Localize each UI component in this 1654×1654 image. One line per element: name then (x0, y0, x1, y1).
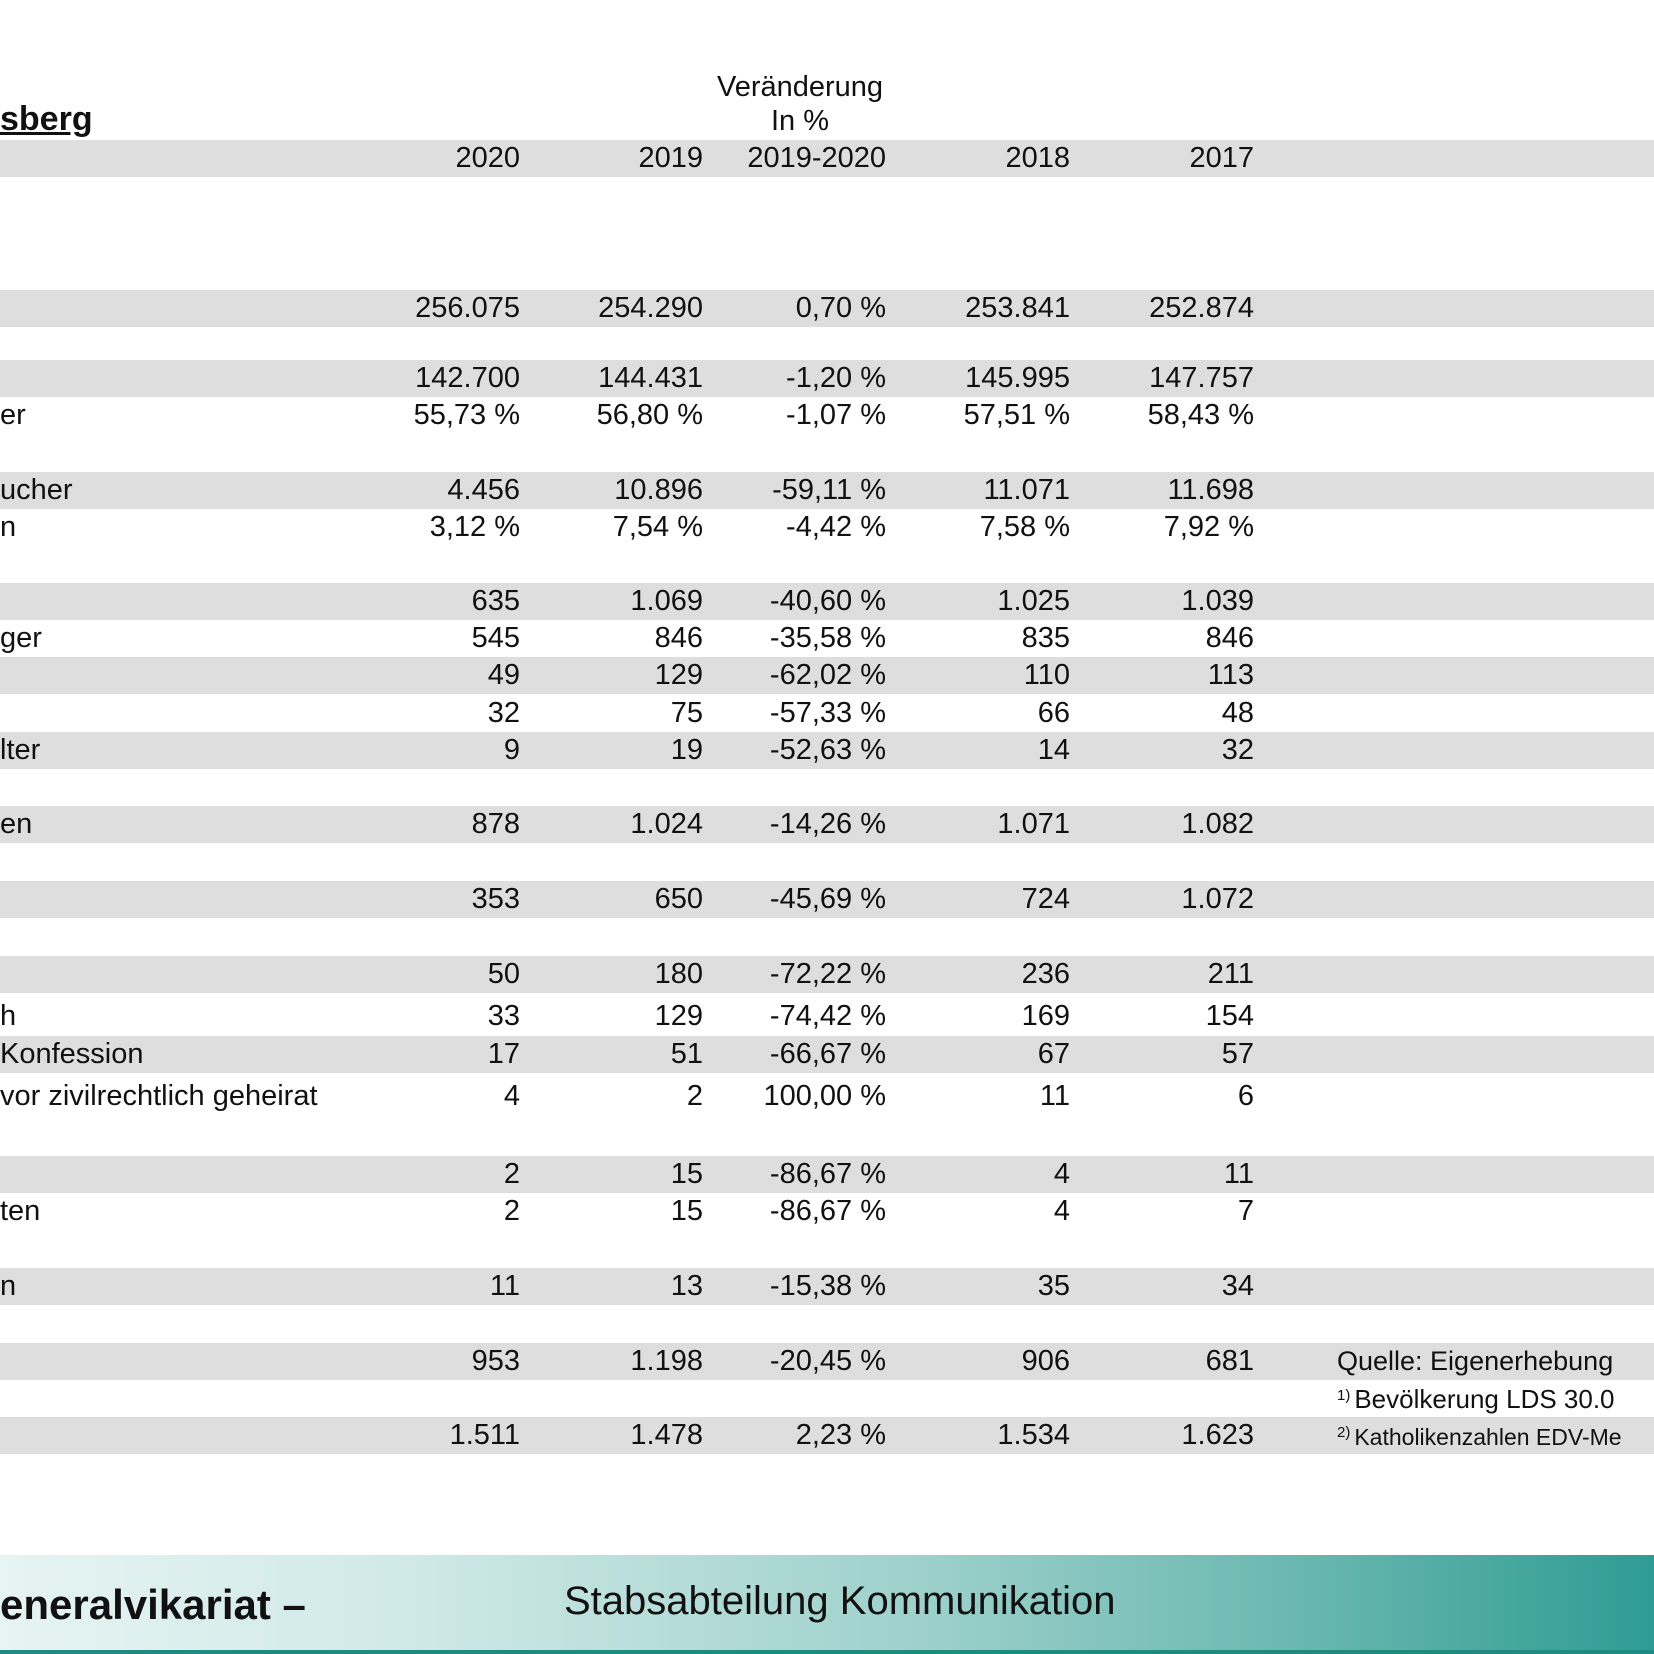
value-change: -62,02 % (769, 659, 886, 691)
footnote-1-text: Bevölkerung LDS 30.0 (1354, 1384, 1615, 1414)
table-row (0, 881, 1654, 918)
row-label: en (0, 808, 33, 840)
value-2017: 1.072 (1181, 883, 1254, 915)
column-header-2020: 2020 (455, 142, 520, 174)
value-2020: 545 (471, 622, 520, 654)
value-2017: 34 (1221, 1270, 1254, 1302)
row-label: h (0, 1000, 17, 1032)
value-2018: 14 (1037, 734, 1070, 766)
value-2019: 7,54 % (612, 511, 703, 543)
footnote-1-mark: 1) (1337, 1387, 1351, 1404)
value-2020: 55,73 % (413, 399, 520, 431)
value-2020: 32 (487, 697, 520, 729)
value-2018: 236 (1021, 958, 1070, 990)
row-label: lter (0, 734, 41, 766)
value-change: -86,67 % (769, 1195, 886, 1227)
value-change: -86,67 % (769, 1158, 886, 1190)
value-change: -74,42 % (769, 1000, 886, 1032)
value-2020: 953 (471, 1345, 520, 1377)
value-2017: 32 (1221, 734, 1254, 766)
value-2020: 353 (471, 883, 520, 915)
value-2019: 75 (670, 697, 703, 729)
footnote-2 (1337, 1424, 1622, 1451)
value-2018: 11.071 (983, 474, 1070, 506)
table-row (0, 806, 1654, 843)
value-change: -14,26 % (769, 808, 886, 840)
value-2019: 254.290 (598, 292, 703, 324)
row-label: vor zivilrechtlich geheirat (0, 1080, 318, 1112)
value-2020: 1.511 (449, 1419, 520, 1451)
value-2018: 906 (1021, 1345, 1070, 1377)
table-row (0, 695, 1654, 732)
value-change: -45,69 % (769, 883, 886, 915)
value-2018: 4 (1053, 1195, 1070, 1227)
value-2019: 144.431 (598, 362, 703, 394)
table-row (0, 1193, 1654, 1230)
value-2019: 15 (670, 1158, 703, 1190)
column-header-change: 2019-2020 (747, 142, 886, 174)
value-2020: 49 (487, 659, 520, 691)
value-2017: 113 (1207, 659, 1254, 691)
value-2020: 142.700 (415, 362, 520, 394)
value-2017: 846 (1205, 622, 1254, 654)
value-2019: 1.198 (630, 1345, 703, 1377)
value-2019: 15 (670, 1195, 703, 1227)
table-row (0, 998, 1654, 1035)
footer-banner (0, 1555, 1654, 1654)
value-2017: 11 (1223, 1158, 1254, 1190)
row-label: n (0, 1270, 17, 1302)
table-header-row (0, 140, 1654, 177)
value-2019: 10.896 (614, 474, 703, 506)
value-2018: 35 (1037, 1270, 1070, 1302)
table-row (0, 472, 1654, 509)
value-2017: 7 (1237, 1195, 1254, 1227)
value-2018: 724 (1021, 883, 1070, 915)
table-row (0, 956, 1654, 993)
value-2020: 33 (487, 1000, 520, 1032)
value-2019: 1.024 (630, 808, 703, 840)
value-2017: 154 (1205, 1000, 1254, 1032)
value-change: -1,20 % (786, 362, 886, 394)
value-change: 2,23 % (795, 1419, 886, 1451)
value-2019: 1.478 (630, 1419, 703, 1451)
value-change: -66,67 % (769, 1038, 886, 1070)
row-label: ten (0, 1195, 41, 1227)
value-2018: 4 (1053, 1158, 1070, 1190)
value-2017: 7,92 % (1163, 511, 1254, 543)
column-header-2018: 2018 (1005, 142, 1070, 174)
column-header-2019: 2019 (638, 142, 703, 174)
value-2020: 2 (503, 1158, 520, 1190)
value-2018: 253.841 (965, 292, 1070, 324)
table-row (0, 360, 1654, 397)
value-2019: 13 (670, 1270, 703, 1302)
value-change: -59,11 % (772, 474, 886, 506)
value-2020: 4.456 (447, 474, 520, 506)
table-row (0, 657, 1654, 694)
value-2019: 650 (654, 883, 703, 915)
value-2017: 1.623 (1181, 1419, 1254, 1451)
footer-organization: eneralvikariat – (0, 1581, 306, 1628)
value-2018: 835 (1021, 622, 1070, 654)
value-2019: 846 (654, 622, 703, 654)
footnote-2-mark: 2) (1337, 1424, 1351, 1441)
value-2018: 67 (1037, 1038, 1070, 1070)
value-2018: 1.025 (997, 585, 1070, 617)
row-label: Konfession (0, 1038, 144, 1070)
footnote-2-text: Katholikenzahlen EDV-Me (1354, 1424, 1622, 1450)
value-change: 0,70 % (795, 292, 886, 324)
row-label: ucher (0, 474, 73, 506)
table-row (0, 620, 1654, 657)
value-2017: 147.757 (1149, 362, 1254, 394)
value-2020: 11 (489, 1270, 520, 1302)
source-note: Quelle: Eigenerhebung (1337, 1346, 1614, 1376)
value-change: -4,42 % (786, 511, 886, 543)
value-2017: 252.874 (1149, 292, 1254, 324)
value-2017: 1.082 (1181, 808, 1254, 840)
table-row (0, 1268, 1654, 1305)
value-2020: 635 (471, 585, 520, 617)
value-2019: 56,80 % (596, 399, 703, 431)
change-caption-line1: Veränderung (716, 71, 884, 103)
table-row (0, 290, 1654, 327)
table-row (0, 1078, 1654, 1115)
value-2017: 6 (1237, 1080, 1254, 1112)
table-row (0, 1036, 1654, 1073)
value-2017: 11.698 (1167, 474, 1254, 506)
value-2017: 48 (1221, 697, 1254, 729)
value-2020: 878 (471, 808, 520, 840)
table-row (0, 732, 1654, 769)
value-2020: 256.075 (415, 292, 520, 324)
value-change: -20,45 % (769, 1345, 886, 1377)
value-change: -1,07 % (786, 399, 886, 431)
row-label: ger (0, 622, 42, 654)
value-2017: 681 (1205, 1345, 1254, 1377)
change-caption-line2: In % (770, 105, 830, 137)
value-2018: 145.995 (965, 362, 1070, 394)
table-row (0, 397, 1654, 434)
value-2017: 58,43 % (1147, 399, 1254, 431)
value-2019: 1.069 (630, 585, 703, 617)
column-header-2017: 2017 (1189, 142, 1254, 174)
page-title: sberg (0, 100, 93, 138)
table-row (0, 583, 1654, 620)
value-2020: 9 (503, 734, 520, 766)
value-2017: 57 (1221, 1038, 1254, 1070)
value-2018: 169 (1021, 1000, 1070, 1032)
value-change: -57,33 % (769, 697, 886, 729)
value-2019: 129 (654, 659, 703, 691)
value-change: -40,60 % (769, 585, 886, 617)
value-2018: 110 (1023, 659, 1070, 691)
value-change: 100,00 % (763, 1080, 886, 1112)
value-2019: 19 (670, 734, 703, 766)
value-2019: 129 (654, 1000, 703, 1032)
table-row (0, 1156, 1654, 1193)
footnote-1 (1337, 1384, 1615, 1415)
value-2020: 4 (503, 1080, 520, 1112)
footer-department: Stabsabteilung Kommunikation (564, 1579, 1116, 1623)
value-change: -35,58 % (769, 622, 886, 654)
value-2019: 180 (654, 958, 703, 990)
value-2020: 2 (503, 1195, 520, 1227)
value-2019: 51 (670, 1038, 703, 1070)
value-2020: 17 (487, 1038, 520, 1070)
value-2017: 1.039 (1181, 585, 1254, 617)
value-2018: 1.534 (997, 1419, 1070, 1451)
value-2018: 7,58 % (979, 511, 1070, 543)
value-change: -72,22 % (769, 958, 886, 990)
table-row (0, 509, 1654, 546)
value-change: -15,38 % (769, 1270, 886, 1302)
row-label: er (0, 399, 26, 431)
value-change: -52,63 % (769, 734, 886, 766)
value-2017: 211 (1207, 958, 1254, 990)
value-2018: 1.071 (997, 808, 1070, 840)
change-column-caption (690, 70, 910, 138)
row-label: n (0, 511, 17, 543)
value-2020: 50 (487, 958, 520, 990)
value-2018: 11 (1039, 1080, 1070, 1112)
value-2020: 3,12 % (429, 511, 520, 543)
value-2019: 2 (686, 1080, 703, 1112)
value-2018: 66 (1037, 697, 1070, 729)
value-2018: 57,51 % (963, 399, 1070, 431)
